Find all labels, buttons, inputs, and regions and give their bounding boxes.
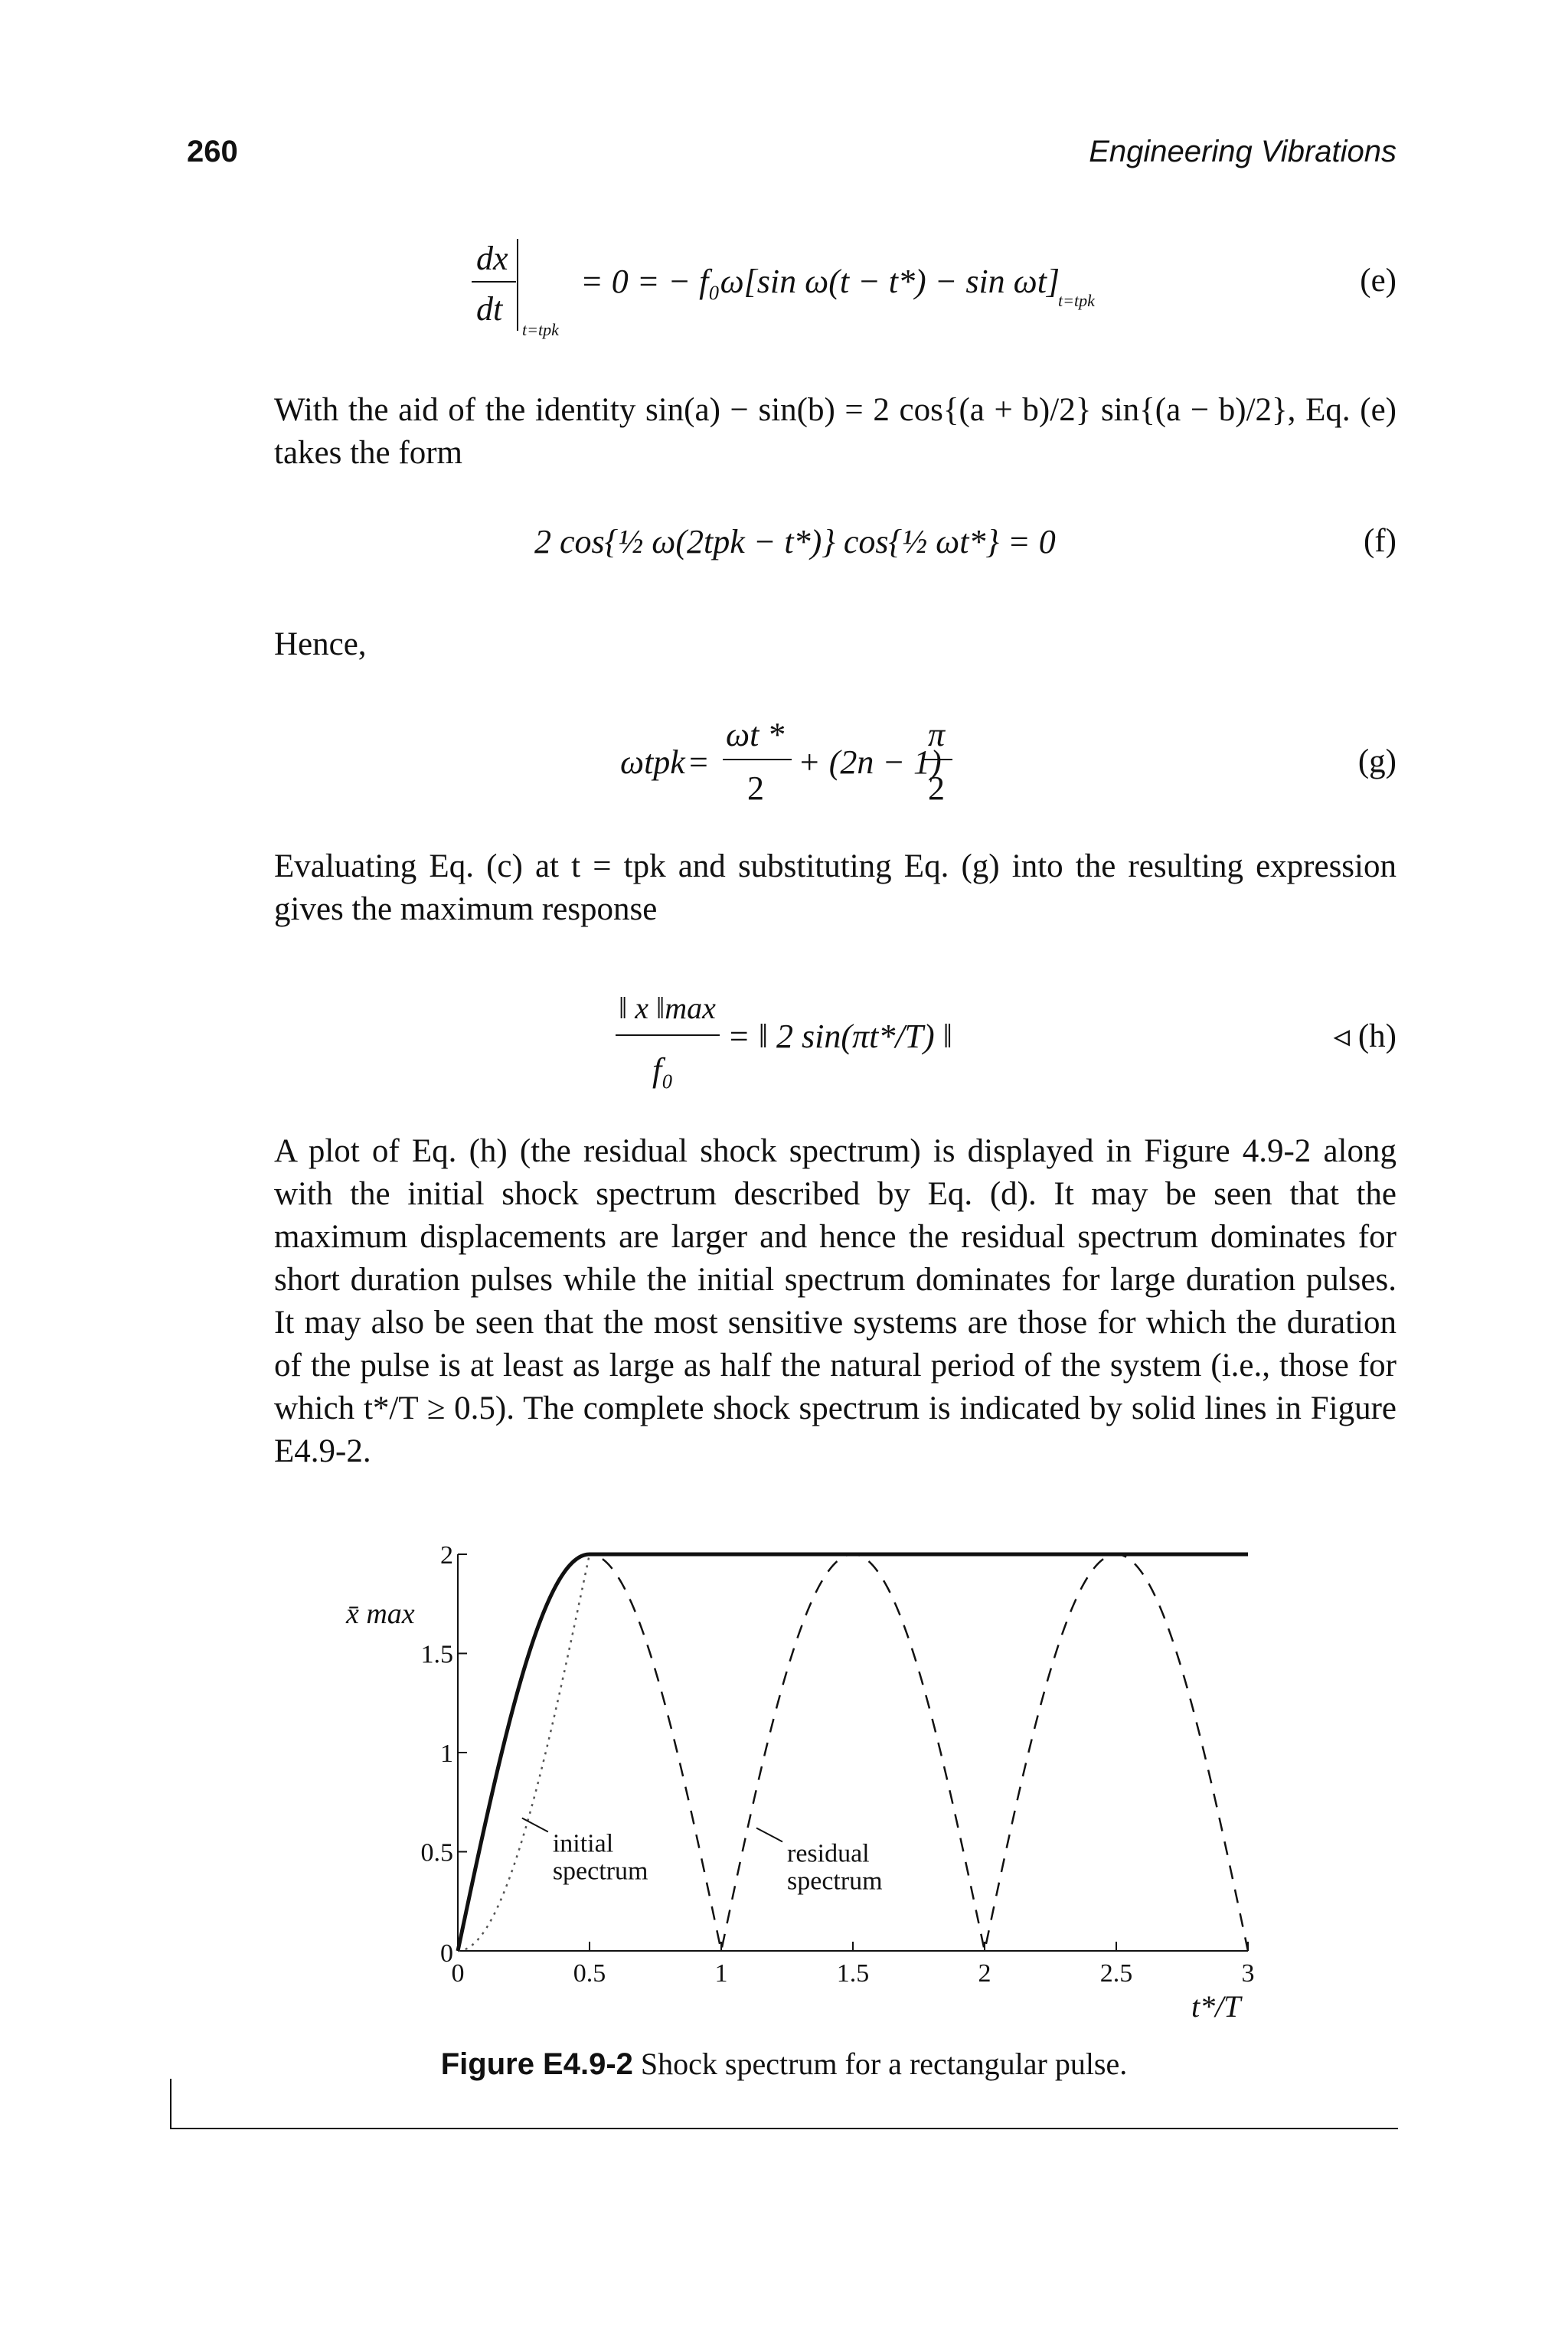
- eq-g-frac2-den: 2: [928, 769, 945, 807]
- eq-g-frac1-den: 2: [747, 769, 764, 807]
- paragraph-plot-description: A plot of Eq. (h) (the residual shock spectrum) is displayed in Figure 4.9-2 along with the initial shock spectrum described by Eq. (d). It may be seen that the maximum displacements are larger and hence the residual spectrum dominates for short duration pulses while the initial spectrum dominates for large duration pulses. It may also be seen that the most sensitive systems are those for which the duration of the pulse is at least as large as half the natural period of the system (i.e., those for which t*/T ≥ 0.5). The complete shock spectrum is indicated by solid lines in Figure E4.9-2.: [274, 1133, 1396, 1469]
- x-tick-label: 0: [451, 1959, 465, 1988]
- eq-tag-f: (f): [1364, 523, 1396, 559]
- x-tick-label: 3: [1241, 1959, 1255, 1988]
- annotation-leader: [522, 1818, 548, 1832]
- eq-tag-g: (g): [1357, 743, 1396, 779]
- x-tick-label: 0.5: [573, 1959, 606, 1988]
- annotation-label: spectrum: [552, 1857, 648, 1886]
- paragraph-evaluating: Evaluating Eq. (c) at t = tpk and substituting Eq. (g) into the resulting expression gives the maximum response: [274, 848, 1396, 927]
- figure-caption-text: Shock spectrum for a rectangular pulse.: [640, 2047, 1128, 2081]
- y-tick-label: 1.5: [420, 1640, 453, 1669]
- eq-e-lhs-num: dx: [476, 240, 508, 277]
- eq-g-frac1-num: ωt *: [726, 716, 785, 753]
- page-corner-rule: [170, 2079, 172, 2128]
- y-tick-label: 0.5: [420, 1838, 453, 1867]
- eq-g-mid: + (2n − 1): [798, 743, 942, 781]
- eq-h-rhs: = ‖ 2 sin(πt*/T) ‖: [727, 1018, 953, 1055]
- page-footer-rule: [170, 2128, 1398, 2129]
- annotation-leader: [756, 1828, 782, 1841]
- eq-e-lhs-den: dt: [476, 290, 503, 328]
- paragraph-identity: With the aid of the identity sin(a) − sin(b) = 2 cos{(a + b)/2} sin{(a − b)/2}, Eq. (e) takes the form: [274, 392, 1396, 471]
- eq-tag-h: ◃ (h): [1333, 1018, 1396, 1054]
- y-axis-label: x̄ max: [346, 1598, 415, 1630]
- eq-e-rhs: = 0 = − f₀ω[sin ω(t − t*) − sin ωt]: [580, 263, 1060, 300]
- annotation-label: spectrum: [787, 1867, 883, 1896]
- x-tick-label: 2.5: [1099, 1959, 1133, 1988]
- svg-text:=: =: [689, 743, 708, 781]
- running-header-title: Engineering Vibrations: [1089, 135, 1396, 168]
- chart-axes: [345, 1541, 1255, 2024]
- y-tick-label: 1: [440, 1740, 453, 1768]
- page-number: 260: [187, 135, 238, 168]
- chart-annotations: [522, 1818, 883, 1896]
- paragraph-hence: Hence,: [274, 626, 367, 662]
- eq-e-rhs-sub: t=tpk: [1058, 291, 1095, 310]
- y-tick-label: 0: [440, 1939, 453, 1968]
- figure-caption-label: Figure E4.9-2: [440, 2047, 633, 2081]
- series-initial-spectrum: [458, 1554, 590, 1951]
- x-tick-label: 2: [978, 1959, 991, 1988]
- eq-f-body: 2 cos{½ ω(2tpk − t*)} cos{½ ωt*} = 0: [534, 523, 1056, 560]
- annotation-label: residual: [787, 1839, 870, 1868]
- eq-tag-e: (e): [1360, 263, 1396, 299]
- eq-g-lhs: ωtpk: [620, 743, 685, 781]
- eq-h-lhs-num: ‖ x ‖max: [619, 991, 716, 1025]
- x-axis-label: t*/T: [1191, 1989, 1241, 2024]
- y-tick-label: 2: [440, 1541, 453, 1570]
- x-tick-label: 1: [714, 1959, 728, 1988]
- eq-e-lhs-sub: t=tpk: [522, 320, 559, 339]
- eq-g-frac2-num: π: [928, 716, 946, 753]
- figure-caption: [0, 2046, 1568, 2082]
- eq-h-lhs-den: f₀: [652, 1051, 674, 1089]
- x-tick-label: 1.5: [836, 1959, 870, 1988]
- annotation-label: initial: [552, 1829, 614, 1858]
